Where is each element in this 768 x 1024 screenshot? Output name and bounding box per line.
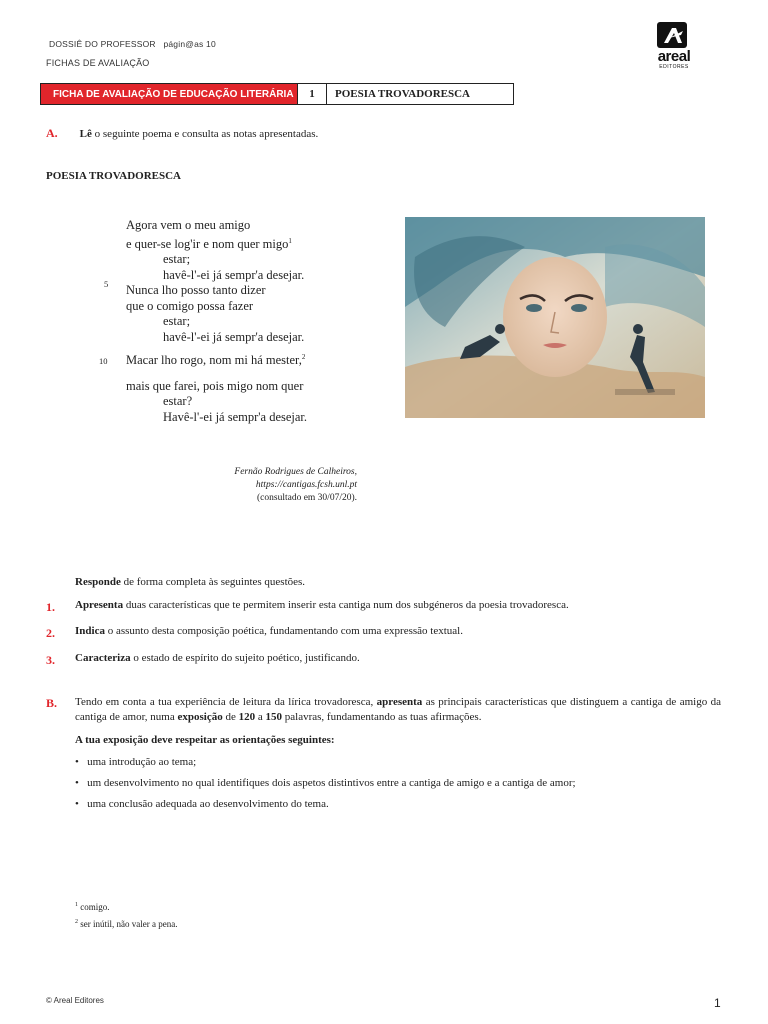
watercolor-face-image <box>405 217 705 418</box>
banner-number: 1 <box>297 84 327 104</box>
list-item: • uma conclusão adequada ao desenvolvimento do tema. <box>75 798 329 810</box>
question-2 <box>46 624 55 642</box>
footnotes <box>75 898 177 932</box>
poem-line: estar; <box>163 252 191 267</box>
list-item: • um desenvolvimento no qual identifiques dois aspetos distintivos entre a cantiga de amigo e a cantiga de amor; <box>75 777 576 789</box>
question-number: 2. <box>46 626 55 640</box>
question-number: 1. <box>46 600 55 614</box>
question-3 <box>46 651 55 669</box>
poem-line: Nunca lho posso tanto dizer <box>126 283 266 298</box>
footnote-2: $^2$ ser inútil, não valer a pena. <box>75 919 178 929</box>
poem-line: havê-l'-ei já sempr'a desejar. <box>163 267 305 282</box>
banner-title: POESIA TROVADORESCA <box>335 88 470 100</box>
areal-logo <box>645 22 703 72</box>
section-a-letter: A. <box>46 126 58 140</box>
poem-heading: POESIA TROVADORESCA <box>46 170 181 182</box>
line-number-5: 5 <box>104 279 109 289</box>
poem-line: estar? <box>163 394 193 409</box>
footer-copyright: © Areal Editores <box>46 996 104 1005</box>
footnote-1: $^1$ comigo. <box>75 902 110 912</box>
poem-line: Agora vem o meu amigo <box>126 218 251 232</box>
poem-line: mais que farei, pois migo nom quer <box>126 378 304 393</box>
section-b-text: Tendo em conta a tua experiência de leitura da lírica trovadoresca, apresenta as principais características que distinguem a cantiga de amigo da cantiga de amor, numa exposição de 120 a 150 palavras, fundamentando as tuas afirmações. <box>75 696 721 723</box>
section-b-letter-box <box>46 694 57 712</box>
question-1-text: Apresenta duas características que te permitem inserir esta cantiga num dos subgéneros da poesia trovadoresca. <box>75 599 569 611</box>
poem-consulted: (consultado em 30/07/20). <box>257 493 357 503</box>
poem-line: que o comigo possa fazer <box>126 298 254 313</box>
question-2-text: Indica o assunto desta composição poética, fundamentando com uma expressão textual. <box>75 625 463 637</box>
questions-intro: Responde de forma completa às seguintes questões. <box>75 576 306 588</box>
logo-sub: EDITORES <box>659 64 689 70</box>
section-a <box>46 124 318 142</box>
section-b-letter: B. <box>46 696 58 710</box>
poem-source: https://cantigas.fcsh.unl.pt <box>255 480 357 490</box>
poem-line: havê-l'-ei já sempr'a desejar. <box>163 329 305 344</box>
poem-line: estar; <box>163 314 191 329</box>
poem-line: Havê-l'-ei já sempr'a desejar. <box>163 409 308 424</box>
header-dossie: DOSSIÊ DO PROFESSOR págin@as 10 <box>49 39 216 49</box>
header-pages: págin@as 10 <box>163 39 216 49</box>
header-fichas: FICHAS DE AVALIAÇÃO <box>46 58 150 68</box>
footnote-ref-1: 1 <box>288 236 292 245</box>
line-number-10: 10 <box>99 356 108 366</box>
section-a-text: o seguinte poema e consulta as notas apresentadas. <box>91 128 319 140</box>
poem-author: Fernão Rodrigues de Calheiros, <box>234 467 357 477</box>
footnote-ref-2: 2 <box>301 353 306 362</box>
watercolor-illustration <box>405 217 705 418</box>
page-number: 1 <box>714 996 721 1010</box>
poem <box>126 218 396 425</box>
guide-title: A tua exposição deve respeitar as orientações seguintes: <box>75 734 335 746</box>
poem-attribution <box>150 466 357 505</box>
logo-text: areal <box>657 48 691 65</box>
section-a-verb: Lê <box>79 128 92 140</box>
guide-bullets <box>75 756 576 810</box>
banner-label: FICHA DE AVALIAÇÃO DE EDUCAÇÃO LITERÁRIA <box>41 84 297 104</box>
list-item: • uma introdução ao tema; <box>75 756 197 768</box>
question-1 <box>46 598 55 616</box>
poem-line: e quer-se log'ir e nom quer migo$^1$ <box>126 236 292 251</box>
question-number: 3. <box>46 653 55 667</box>
poem-line: Macar lho rogo, nom mi há mester,$^2$ <box>126 353 306 368</box>
question-3-text: Caracteriza o estado de espírito do sujeito poético, justificando. <box>75 652 360 664</box>
worksheet-banner <box>40 83 514 105</box>
